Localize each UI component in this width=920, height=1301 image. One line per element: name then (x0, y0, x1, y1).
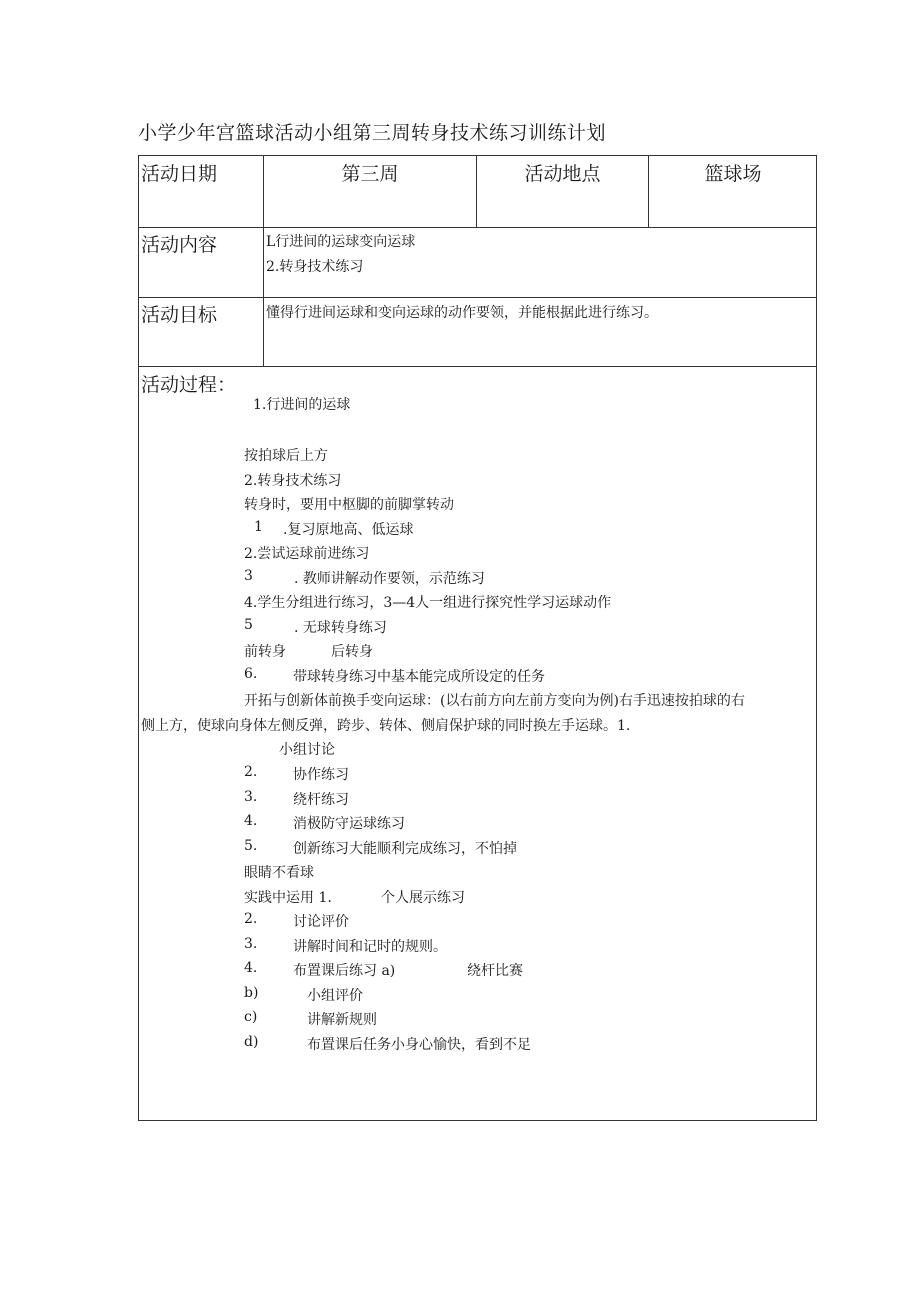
item-text: .复习原地高、低运球 (283, 522, 414, 538)
process-line: 4.学生分组进行练习，3—4人一组进行探究性学习运球动作 (244, 595, 612, 611)
date-label: 活动日期 (141, 163, 218, 185)
item-number: 2. (244, 764, 258, 780)
item-number: 3. (244, 789, 258, 805)
process-line (244, 617, 544, 637)
process-line (244, 666, 644, 686)
item-text: 绕杆练习 (293, 792, 349, 808)
item-number: 5 (244, 617, 253, 633)
item-text: 实践中运用 1. (244, 890, 332, 906)
item-text: 创新练习大能顺利完成练习，不怕掉 (293, 841, 517, 857)
process-line (244, 789, 544, 809)
item-text: 布置课后练习 a) (293, 963, 396, 979)
item-text: . 教师讲解动作要领，示范练习 (294, 571, 485, 587)
item-number: 4. (244, 813, 258, 829)
item-number: d) (244, 1034, 259, 1050)
process-label: 活动过程： (141, 374, 237, 396)
item-text: 讨论评价 (293, 914, 349, 930)
item-text: 消极防守运球练习 (293, 816, 405, 832)
row-divider (139, 227, 816, 228)
process-line: 侧上方，使球向身体左侧反弹，跨步、转体、侧肩保护球的同时换左手运球。1. (141, 718, 631, 734)
row-divider (139, 366, 816, 367)
process-line: 眼睛不看球 (244, 865, 314, 881)
process-line (244, 1034, 644, 1054)
item-text: 布置课后任务小身心愉快，看到不足 (307, 1037, 531, 1053)
item-number: 3 (244, 568, 253, 584)
item-number: 2. (244, 911, 258, 927)
item-number: c) (244, 1009, 258, 1025)
date-value: 第三周 (341, 163, 399, 185)
item-number: 4. (244, 960, 258, 976)
column-divider (263, 156, 264, 366)
process-line (244, 838, 644, 858)
document-title: 小学少年宫篮球活动小组第三周转身技术练习训练计划 (138, 122, 607, 144)
item-text: 个人展示练习 (381, 890, 465, 906)
process-line (244, 1009, 544, 1029)
process-line (244, 985, 544, 1005)
process-line (244, 911, 544, 931)
row-divider (139, 297, 816, 298)
item-text: . 无球转身练习 (294, 620, 387, 636)
process-line: 2.尝试运球前进练习 (244, 546, 370, 562)
goal-text: 懂得行进间运球和变向运球的动作要领，并能根据此进行练习。 (266, 305, 658, 321)
process-line (244, 813, 544, 833)
process-line (244, 960, 604, 980)
content-line-2: 2.转身技术练习 (266, 259, 364, 275)
item-number: 5. (244, 838, 258, 854)
item-text: 小组评价 (307, 988, 363, 1004)
item-text: 前转身 (244, 644, 286, 660)
process-line: 开拓与创新体前换手变向运球：(以右前方向左前方变向为例)右手迅速按拍球的右 (244, 693, 745, 709)
process-line (244, 887, 544, 907)
item-number: 6. (244, 666, 258, 682)
process-line (254, 519, 554, 539)
item-text: 协作练习 (293, 767, 349, 783)
process-line (244, 641, 444, 661)
content-line-1: L行进间的运球变向运球 (266, 234, 416, 250)
item-text: 绕杆比赛 (467, 963, 523, 979)
item-number: 3. (244, 936, 258, 952)
process-line (244, 568, 564, 588)
process-line: 按拍球后上方 (244, 448, 328, 464)
goal-label: 活动目标 (141, 304, 218, 326)
item-number: 1 (254, 519, 263, 535)
process-line (244, 936, 544, 956)
process-line: 小组讨论 (279, 742, 335, 758)
item-text: 讲解新规则 (307, 1012, 377, 1028)
content-label: 活动内容 (141, 234, 218, 256)
item-text: 后转身 (331, 644, 373, 660)
item-text: 带球转身练习中基本能完成所设定的任务 (293, 669, 545, 685)
process-line: 2.转身技术练习 (244, 473, 342, 489)
process-line (244, 764, 544, 784)
place-label: 活动地点 (524, 163, 601, 185)
plan-table (138, 155, 817, 1121)
item-number: b) (244, 985, 259, 1001)
process-line: 1.行进间的运球 (253, 397, 351, 413)
process-line: 转身时，要用中枢脚的前脚掌转动 (244, 497, 454, 513)
item-text: 讲解时间和记时的规则。 (293, 939, 447, 955)
place-value: 篮球场 (704, 163, 762, 185)
